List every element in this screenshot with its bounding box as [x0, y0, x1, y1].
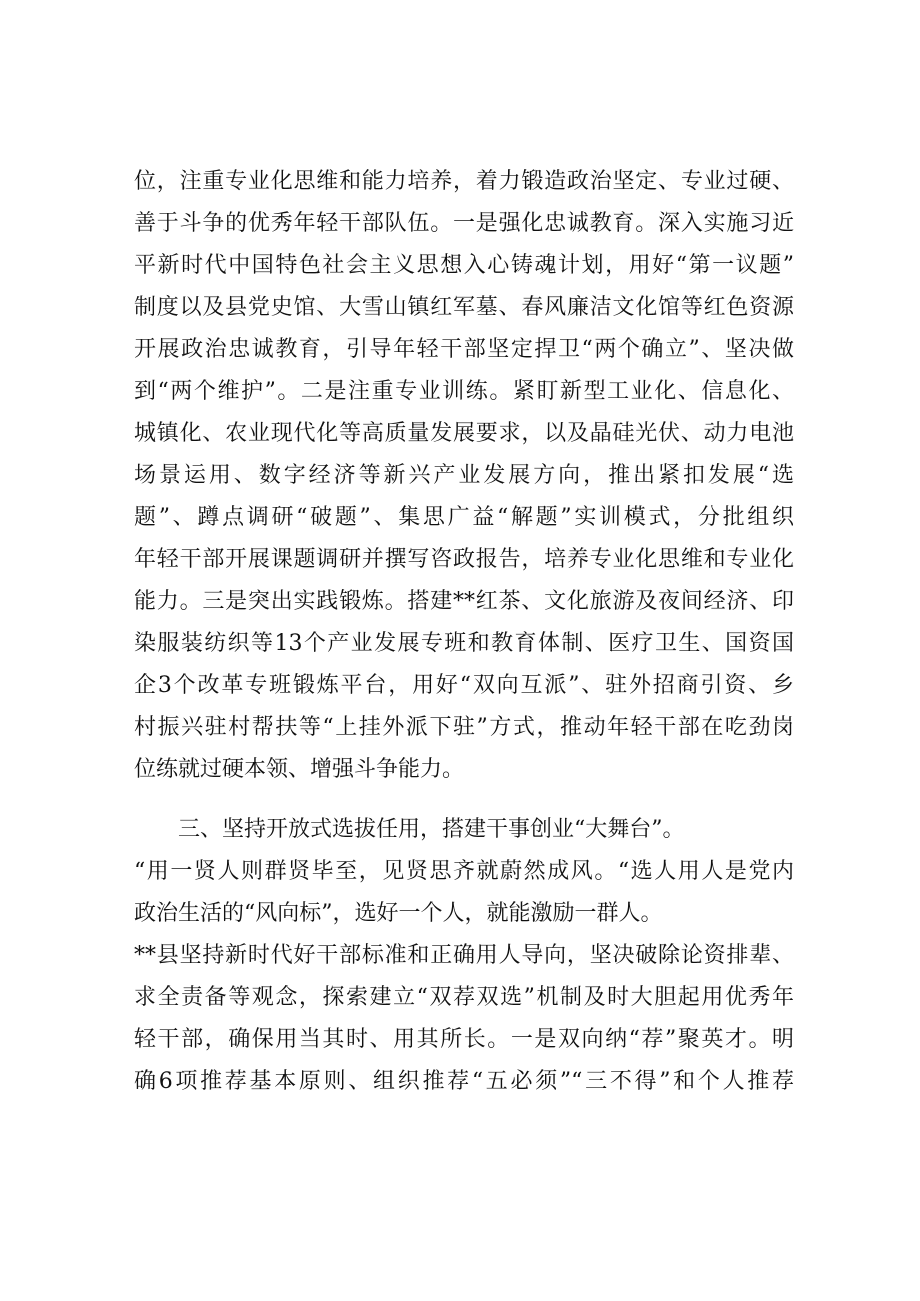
- paragraph-1-line-5: 开展政治忠诚教育，引导年轻干部坚定捍卫“两个确立”、坚决做: [134, 337, 794, 362]
- paragraph-1-line-3: 平新时代中国特色社会主义思想入心铸魂计划，用好“第一议题”: [134, 253, 794, 278]
- section-3-body-line-1: **县坚持新时代好干部标准和正确用人导向，坚决破除论资排辈、: [134, 943, 794, 968]
- paragraph-1-line-10: 年轻干部开展课题调研并撰写咨政报告，培养专业化思维和专业化: [134, 547, 794, 572]
- section-3-body-line-2: 求全责备等观念，探索建立“双荐双选”机制及时大胆起用优秀年: [134, 985, 794, 1010]
- paragraph-1-line-11: 能力。三是突出实践锻炼。搭建**红茶、文化旅游及夜间经济、印: [134, 589, 794, 614]
- paragraph-1-line-15: 位练就过硬本领、增强斗争能力。: [134, 757, 465, 782]
- section-3-body-line-3: 轻干部，确保用当其时、用其所长。一是双向纳“荐”聚英才。明: [134, 1027, 794, 1052]
- section-3-heading: 三、坚持开放式选拔任用，搭建干事创业“大舞台”。: [178, 817, 685, 842]
- paragraph-1-line-6: 到“两个维护”。二是注重专业训练。紧盯新型工业化、信息化、: [134, 379, 794, 404]
- quote-line-2: 政治生活的“风向标”，选好一个人，就能激励一群人。: [134, 901, 663, 926]
- paragraph-1-line-7: 城镇化、农业现代化等高质量发展要求，以及晶硅光伏、动力电池: [134, 421, 794, 446]
- paragraph-1-line-8: 场景运用、数字经济等新兴产业发展方向，推出紧扣发展“选: [134, 463, 794, 488]
- section-3-body-line-4: 确6项推荐基本原则、组织推荐“五必须”“三不得”和个人推荐: [134, 1069, 794, 1094]
- paragraph-1-line-1: 位，注重专业化思维和能力培养，着力锻造政治坚定、专业过硬、: [134, 169, 794, 194]
- paragraph-1-line-4: 制度以及县党史馆、大雪山镇红军墓、春风廉洁文化馆等红色资源: [134, 295, 794, 320]
- paragraph-1-line-9: 题”、蹲点调研“破题”、集思广益“解题”实训模式，分批组织: [134, 505, 794, 530]
- paragraph-1-line-2: 善于斗争的优秀年轻干部队伍。一是强化忠诚教育。深入实施习近: [134, 211, 794, 236]
- quote-line-1: “用一贤人则群贤毕至，见贤思齐就蔚然成风。“选人用人是党内: [134, 859, 794, 884]
- paragraph-1-line-12: 染服装纺织等13个产业发展专班和教育体制、医疗卫生、国资国: [134, 631, 794, 656]
- paragraph-1-line-14: 村振兴驻村帮扶等“上挂外派下驻”方式，推动年轻干部在吃劲岗: [134, 715, 794, 740]
- paragraph-1-line-13: 企3个改革专班锻炼平台，用好“双向互派”、驻外招商引资、乡: [134, 673, 794, 698]
